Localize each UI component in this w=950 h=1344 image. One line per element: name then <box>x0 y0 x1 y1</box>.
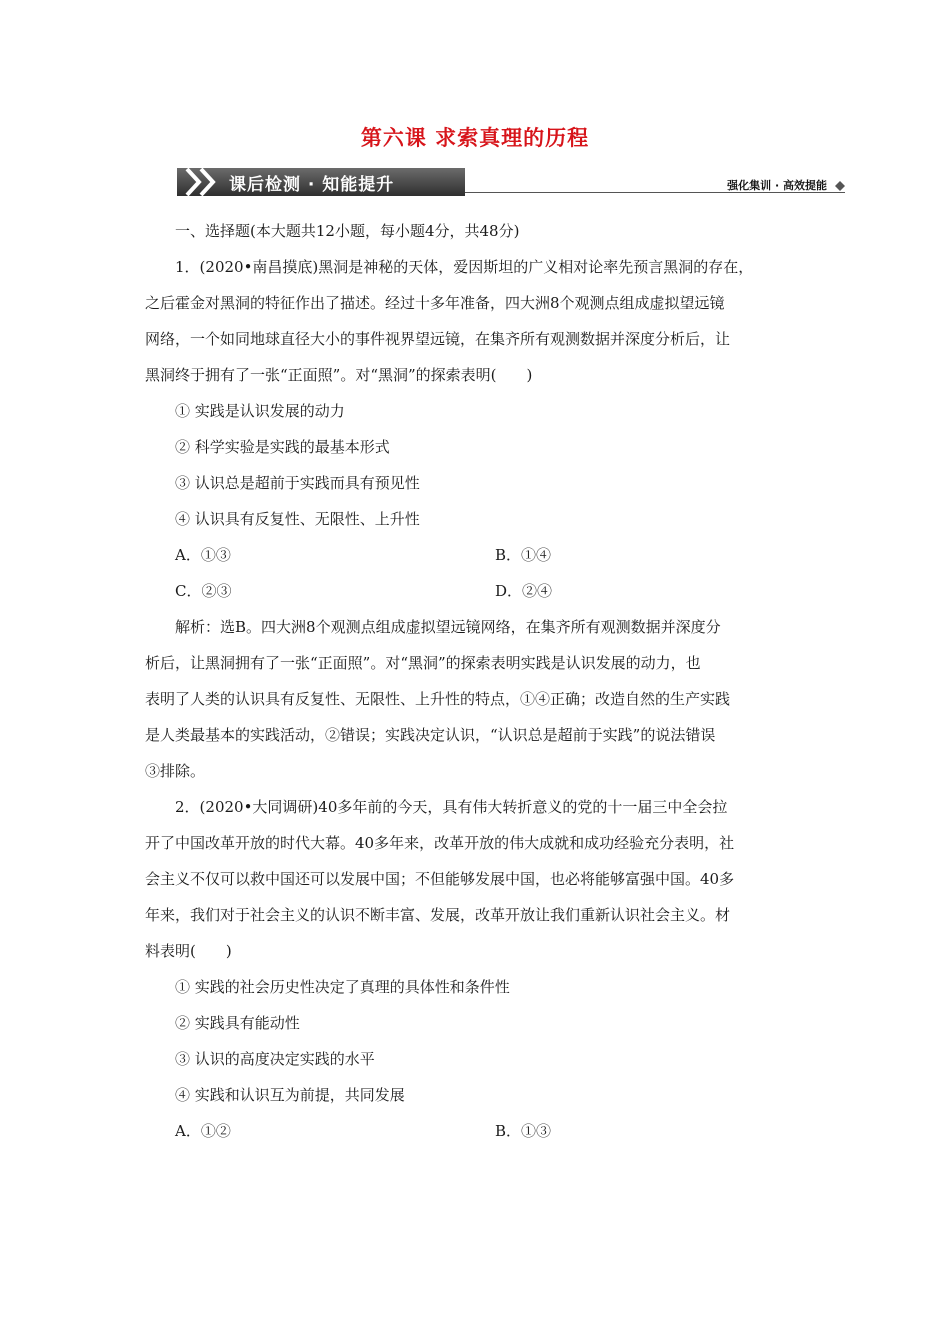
banner-left-text: 课后检测 · 知能提升 <box>229 175 395 195</box>
analysis-line: ③排除。 <box>145 762 206 780</box>
question-1 <box>145 249 807 789</box>
option-a: A．①③ <box>175 546 231 564</box>
section-banner <box>177 165 849 201</box>
diamond-icon <box>835 181 845 191</box>
question-2 <box>145 789 807 1149</box>
option-row <box>145 1113 807 1149</box>
option-b: B．①③ <box>495 1122 552 1140</box>
section-heading: 一、选择题(本大题共12小题，每小题4分，共48分) <box>175 222 520 240</box>
statement-item: ② 科学实验是实践的最基本形式 <box>175 438 390 456</box>
option-c: C．②③ <box>175 582 232 600</box>
question-line: 网络，一个如同地球直径大小的事件视界望远镜，在集齐所有观测数据并深度分析后，让 <box>145 330 731 348</box>
question-line: 年来，我们对于社会主义的认识不断丰富、发展，改革开放让我们重新认识社会主义。材 <box>145 906 731 924</box>
option-row <box>145 573 807 609</box>
option-d: D．②④ <box>495 582 553 600</box>
statement-item: ① 实践的社会历史性决定了真理的具体性和条件性 <box>175 978 510 996</box>
question-line: 之后霍金对黑洞的特征作出了描述。经过十多年准备，四大洲8个观测点组成虚拟望远镜 <box>145 294 725 312</box>
statement-item: ③ 认识总是超前于实践而具有预见性 <box>175 474 420 492</box>
statement-item: ③ 认识的高度决定实践的水平 <box>175 1050 375 1068</box>
double-chevron-icon <box>183 165 233 199</box>
option-a: A．①② <box>175 1122 231 1140</box>
question-line: 开了中国改革开放的时代大幕。40多年来，改革开放的伟大成就和成功经验充分表明，社 <box>145 834 735 852</box>
question-line: 料表明( ) <box>145 942 232 960</box>
option-b: B．①④ <box>495 546 552 564</box>
question-line: 会主义不仅可以救中国还可以发展中国；不但能够发展中国，也必将能够富强中国。40多 <box>145 870 735 888</box>
question-line: 黑洞终于拥有了一张“正面照”。对“黑洞”的探索表明( ) <box>145 366 533 384</box>
analysis-line: 表明了人类的认识具有反复性、无限性、上升性的特点，①④正确；改造自然的生产实践 <box>145 690 731 708</box>
option-row <box>145 537 807 573</box>
question-line: 1．(2020•南昌摸底)黑洞是神秘的天体，爱因斯坦的广义相对论率先预言黑洞的存在， <box>175 258 754 276</box>
lesson-title: 第六课 求索真理的历程 <box>360 126 590 150</box>
question-line: 2．(2020•大同调研)40多年前的今天，具有伟大转折意义的党的十一届三中全会拉 <box>175 798 728 816</box>
analysis-line: 析后，让黑洞拥有了一张“正面照”。对“黑洞”的探索表明实践是认识发展的动力，也 <box>145 654 701 672</box>
statement-item: ④ 实践和认识互为前提，共同发展 <box>175 1086 405 1104</box>
content <box>145 213 807 1149</box>
statement-item: ① 实践是认识发展的动力 <box>175 402 345 420</box>
banner-right-text: 强化集训 · 高效提能 <box>727 179 827 192</box>
analysis-line: 解析：选B。四大洲8个观测点组成虚拟望远镜网络，在集齐所有观测数据并深度分 <box>175 618 721 636</box>
statement-item: ② 实践具有能动性 <box>175 1014 300 1032</box>
statement-item: ④ 认识具有反复性、无限性、上升性 <box>175 510 420 528</box>
analysis-line: 是人类最基本的实践活动，②错误；实践决定认识，“认识总是超前于实践”的说法错误 <box>145 726 716 744</box>
